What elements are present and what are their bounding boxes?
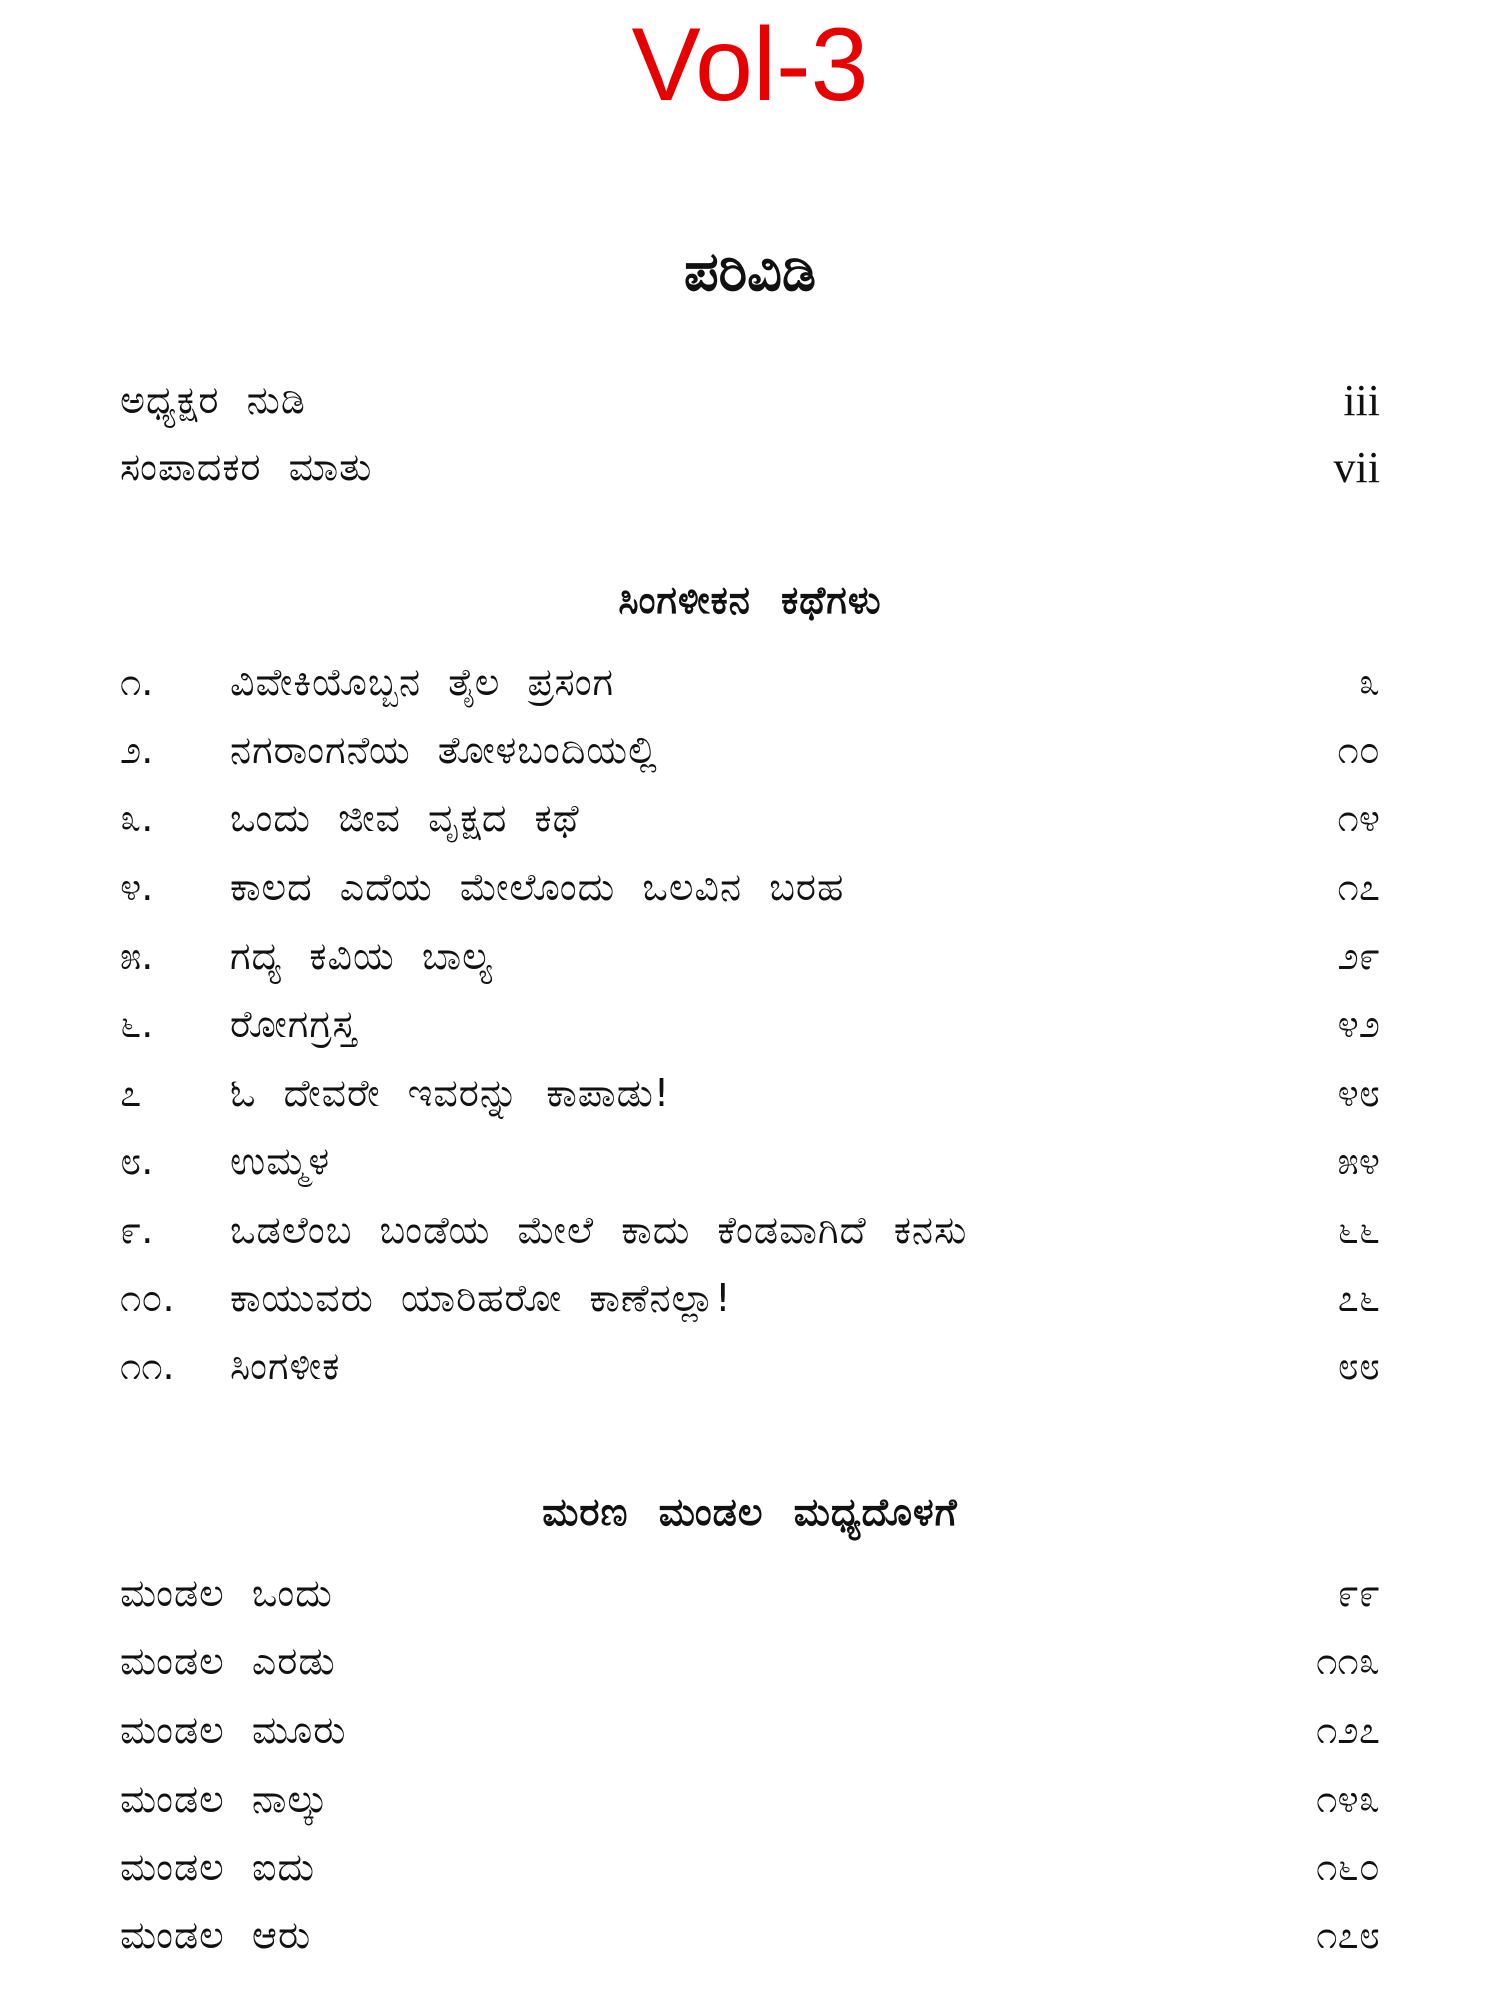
entry-title: ಗದ್ಯ ಕವಿಯ ಬಾಲ್ಯ [230, 933, 494, 978]
entry-title: ಸಿಂಗಳೀಕ [230, 1343, 341, 1388]
entry-number: ೫. [120, 933, 154, 978]
toc-row[interactable] [120, 720, 1380, 780]
entry-number: ೧೧. [120, 1343, 175, 1388]
page-number: ೧೪೩ [1316, 1776, 1380, 1821]
entry-title: ಮಂಡಲ ಒಂದು [120, 1570, 333, 1615]
toc-row[interactable] [120, 1336, 1380, 1396]
entry-title: ಕಾಲದ ಎದೆಯ ಮೇಲೊಂದು ಒಲವಿನ ಬರಹ [230, 864, 845, 909]
page-number: ೧೭೮ [1316, 1912, 1380, 1957]
page-number: ೬೬ [1337, 1207, 1380, 1252]
toc-row[interactable] [120, 857, 1380, 917]
section-heading: ಮರಣ ಮಂಡಲ ಮಧ್ಯದೊಳಗೆ [542, 1490, 958, 1534]
toc-row[interactable] [120, 1131, 1380, 1191]
entry-number: ೧೦. [120, 1275, 175, 1320]
front-matter-row[interactable] [120, 437, 1380, 497]
toc-row[interactable] [120, 652, 1380, 712]
page-number: ೭೬ [1337, 1275, 1380, 1320]
page-number: iii [1343, 375, 1380, 425]
entry-title: ಸಂಪಾದಕರ ಮಾತು [120, 444, 373, 489]
entry-title: ಮಂಡಲ ಐದು [120, 1844, 316, 1889]
toc-row[interactable] [120, 994, 1380, 1054]
entry-number: ೭ [120, 1070, 142, 1115]
toc-row[interactable] [120, 788, 1380, 848]
volume-label: Vol-3 [631, 7, 869, 123]
toc-row[interactable] [120, 1700, 1380, 1760]
page-number: ೧೭ [1337, 864, 1380, 909]
entry-title: ಮಂಡಲ ಆರು [120, 1912, 312, 1957]
entry-number: ೩. [120, 795, 154, 840]
page-number: ೧೬೦ [1316, 1844, 1380, 1889]
page-number: ೯೯ [1337, 1570, 1380, 1615]
entry-title: ಉಮ್ಮಳ [230, 1138, 331, 1183]
page-number: ೪೨ [1337, 1001, 1380, 1046]
page-number: vii [1333, 442, 1380, 492]
entry-title: ಓ ದೇವರೇ ಇವರನ್ನು ಕಾಪಾಡು! [230, 1070, 671, 1115]
toc-row[interactable] [120, 1200, 1380, 1260]
entry-title: ಅಧ್ಯಕ್ಷರ ನುಡಿ [120, 377, 306, 422]
page-number: ೧೦ [1337, 727, 1380, 772]
page-number: ೫೪ [1337, 1138, 1380, 1183]
entry-number: ೧. [120, 659, 154, 704]
entry-title: ಮಂಡಲ ಎರಡು [120, 1638, 336, 1683]
entry-title: ಮಂಡಲ ನಾಲ್ಕು [120, 1776, 329, 1821]
page-number: ೧೧೩ [1316, 1638, 1380, 1683]
page-number: ೧೨೭ [1316, 1707, 1380, 1752]
page-title: ಪರಿವಿಡಿ [684, 240, 816, 303]
page-number: ೩ [1358, 659, 1380, 704]
toc-row[interactable] [120, 1063, 1380, 1123]
entry-number: ೮. [120, 1138, 154, 1183]
page-number: ೨೯ [1337, 933, 1380, 978]
toc-row[interactable] [120, 1837, 1380, 1897]
entry-number: ೨. [120, 727, 154, 772]
entry-number: ೯. [120, 1207, 154, 1252]
page-number: ೮೮ [1337, 1343, 1380, 1388]
toc-row[interactable] [120, 1631, 1380, 1691]
page-number: ೧೪ [1337, 795, 1380, 840]
section-heading: ಸಿಂಗಳೀಕನ ಕಥೆಗಳು [618, 578, 882, 622]
entry-title: ರೋಗಗ್ರಸ್ತ [230, 1001, 357, 1046]
toc-row[interactable] [120, 1769, 1380, 1829]
entry-title: ವಿವೇಕಿಯೊಬ್ಬನ ತೈಲ ಪ್ರಸಂಗ [230, 659, 615, 704]
entry-number: ೬. [120, 1001, 154, 1046]
page-number: ೪೮ [1337, 1070, 1380, 1115]
toc-row[interactable] [120, 1905, 1380, 1965]
toc-row[interactable] [120, 1268, 1380, 1328]
entry-number: ೪. [120, 864, 154, 909]
toc-row[interactable] [120, 1563, 1380, 1623]
entry-title: ಮಂಡಲ ಮೂರು [120, 1707, 347, 1752]
front-matter-row[interactable] [120, 370, 1380, 430]
entry-title: ಒಡಲೆಂಬ ಬಂಡೆಯ ಮೇಲೆ ಕಾದು ಕೆಂಡವಾಗಿದೆ ಕನಸು [230, 1207, 968, 1252]
entry-title: ಒಂದು ಜೀವ ವೃಕ್ಷದ ಕಥೆ [230, 795, 580, 840]
entry-title: ನಗರಾಂಗನೆಯ ತೋಳಬಂದಿಯಲ್ಲಿ [230, 727, 658, 772]
entry-title: ಕಾಯುವರು ಯಾರಿಹರೋ ಕಾಣೆನಲ್ಲಾ! [230, 1275, 732, 1320]
toc-row[interactable] [120, 926, 1380, 986]
